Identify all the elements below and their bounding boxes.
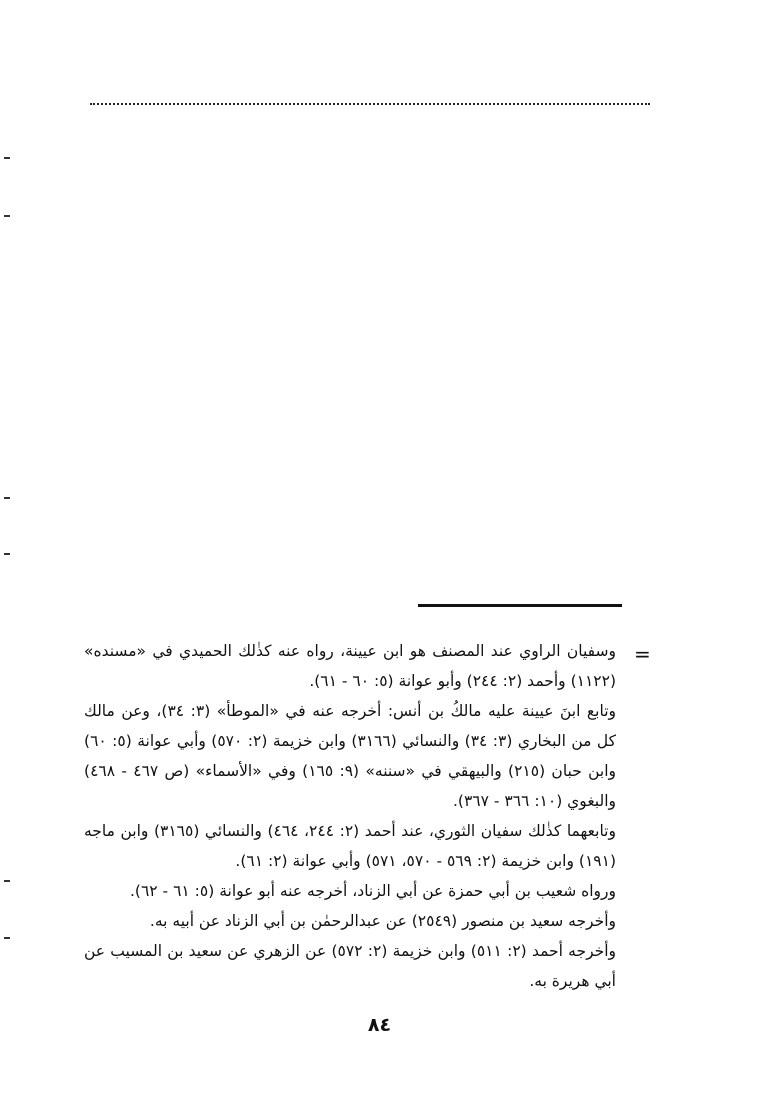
margin-tick [4, 880, 10, 882]
margin-tick [4, 497, 10, 499]
footnote-paragraph: وأخرجه أحمد (٢: ٥١١) وابن خزيمة (٢: ٥٧٢) عن الزهري عن سعيد بن المسيب عن أبي هريرة به. [84, 942, 617, 990]
footnote-paragraph: وسفيان الراوي عند المصنف هو ابن عيينة، رواه عنه كذٰلك الحميدي في «مسنده» (١١٢٢) وأحمد (٢: ٢٤٤) وأبو عوانة (٥: ٦٠ - ٦١). [84, 642, 616, 690]
page-number: ٨٤ [367, 1014, 392, 1036]
margin-tick [4, 215, 10, 217]
margin-tick [4, 937, 10, 939]
footnote-paragraph: ورواه شعيب بن أبي حمزة عن أبي الزناد، أخرجه عنه أبو عوانة (٥: ٦١ - ٦٢). [129, 882, 616, 900]
footnote-paragraph: وأخرجه سعيد بن منصور (٢٥٤٩) عن عبدالرحمٰن بن أبي الزناد عن أبيه به. [149, 912, 616, 930]
footnote-paragraph: وتابع ابنَ عيينة عليه مالكُ بن أنس: أخرجه عنه في «الموطأ» (٣: ٣٤)، وعن مالك كل من البخاري (٣: ٣٤) والنسائي (٣١٦٦) وابن خزيمة (٢: ٥٧٠) وأبي عوانة (٥: ٦٠) وابن حبان (٢١٥) والبيهقي في «سننه» (٩: ١٦٥) وفي «الأسماء» (ص ٤٦٧ - ٤٦٨) والبغوي (١٠: ٣٦٦ - ٣٦٧). [84, 702, 617, 810]
footnote-block [84, 636, 616, 996]
footnote-separator [418, 604, 622, 607]
footnote-continuation-mark: = [634, 642, 651, 666]
header-dotted-rule [90, 103, 650, 105]
margin-tick [4, 553, 10, 555]
footnote-paragraph: وتابعهما كذٰلك سفيان الثوري، عند أحمد (٢: ٢٤٤، ٤٦٤) والنسائي (٣١٦٥) وابن ماجه (١٩١) وابن خزيمة (٢: ٥٦٩ - ٥٧٠، ٥٧١) وأبي عوانة (٢: ٦١). [84, 822, 616, 870]
margin-tick [4, 157, 10, 159]
